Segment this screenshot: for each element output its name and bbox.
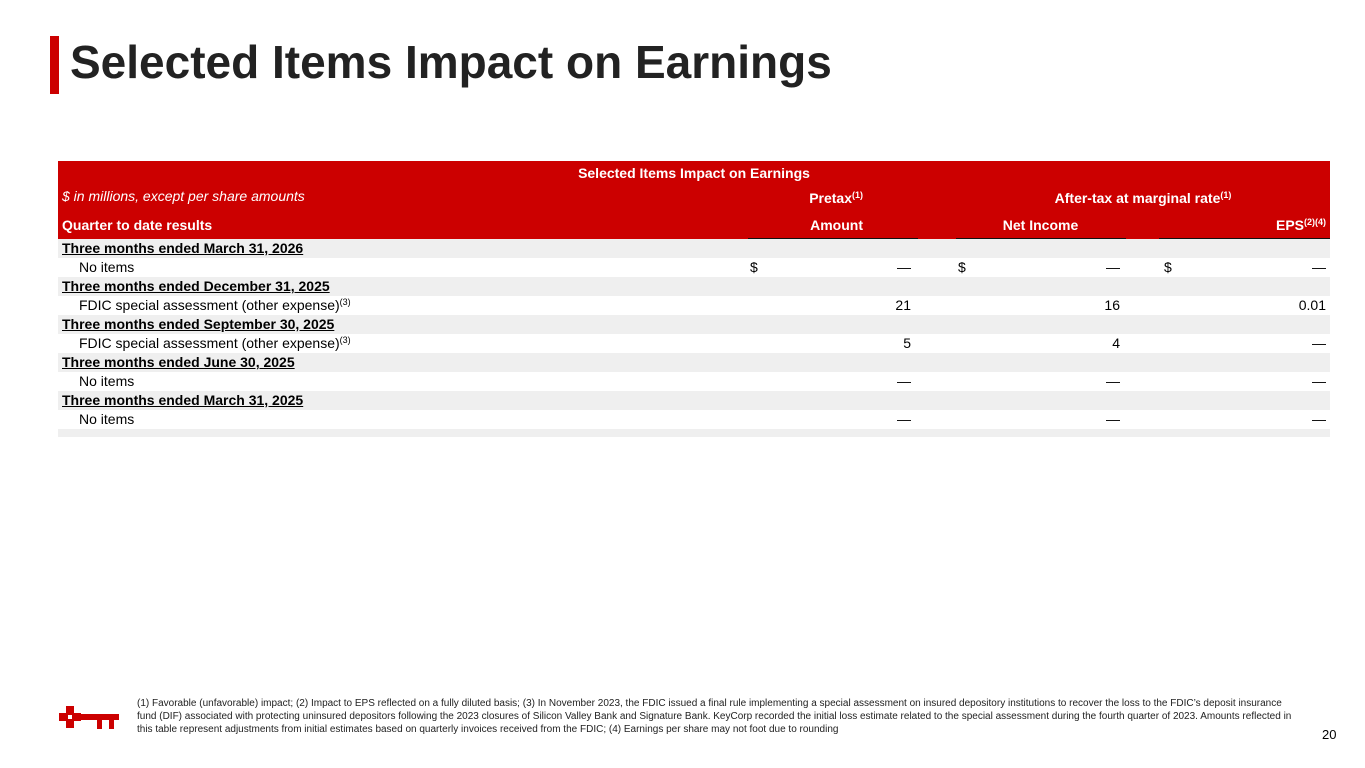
- net-income-cell: 16: [1104, 297, 1120, 313]
- row-label: No items: [79, 373, 135, 389]
- page-number: 20: [1322, 727, 1337, 742]
- table-header: [58, 161, 1330, 239]
- table-row: [58, 296, 1330, 315]
- table-row: [58, 258, 1330, 277]
- row-label: FDIC special assessment (other expense)$^{(3)}$: [79, 335, 351, 351]
- col-aftertax: After-tax at marginal rate$^{(1)}$: [1054, 190, 1232, 206]
- col-eps: $EPS^{(2)(4)}$: [1275, 217, 1326, 233]
- title-accent-bar: [50, 36, 59, 94]
- row-header: Quarter to date results: [62, 217, 213, 233]
- row-label: No items: [79, 259, 135, 275]
- eps-cell: 0.01: [1298, 297, 1326, 313]
- table-row: [58, 334, 1330, 353]
- amount-cell: —: [897, 259, 911, 275]
- currency-symbol: $: [750, 259, 758, 275]
- eps-cell: —: [1312, 259, 1326, 275]
- net-income-cell: 4: [1112, 335, 1120, 351]
- eps-cell: —: [1312, 335, 1326, 351]
- section-row: Three months ended March 31, 2025: [58, 391, 1330, 410]
- row-label: No items: [79, 411, 135, 427]
- units-note: $ in millions, except per share amounts: [62, 188, 305, 204]
- row-label: FDIC special assessment (other expense)$^{(3)}$: [79, 297, 351, 313]
- col-pretax: Pretax$^{(1)}$: [809, 190, 863, 206]
- section-row: Three months ended December 31, 2025: [58, 277, 1330, 296]
- amount-cell: 21: [895, 297, 911, 313]
- eps-cell: —: [1312, 373, 1326, 389]
- amount-cell: 5: [903, 335, 911, 351]
- net-income-cell: —: [1106, 259, 1120, 275]
- amount-cell: —: [897, 373, 911, 389]
- table-row: [58, 372, 1330, 391]
- net-income-cell: —: [1106, 411, 1120, 427]
- net-income-cell: —: [1106, 373, 1120, 389]
- footnote: (1) Favorable (unfavorable) impact; (2) Impact to EPS reflected on a fully diluted basis; (3) In November 2023, the FDIC issued a final rule implementing a special assessment on insured depository institutions to recover the loss to the FDIC’s deposit insurance fund (DIF) associated with protecting uninsured depositors following the 2023 closures of Silicon Valley Bank and Signature Bank. KeyCorp recorded the initial loss estimate related to the special assessment during the fourth quarter of 2023. Amounts reflected in this table represent adjustments from initial estimates based on quarterly invoices received from the FDIC; (4) Earnings per share may not foot due to rounding: [137, 698, 1292, 735]
- amount-cell: —: [897, 411, 911, 427]
- table-bottom-band: [58, 429, 1330, 437]
- col-amount: Amount: [810, 217, 863, 233]
- earnings-table: [58, 161, 1330, 437]
- section-row: Three months ended March 31, 2026: [58, 239, 1330, 258]
- section-row: Three months ended June 30, 2025: [58, 353, 1330, 372]
- table-caption: Selected Items Impact on Earnings: [578, 165, 810, 181]
- eps-cell: —: [1312, 411, 1326, 427]
- table-row: [58, 410, 1330, 429]
- key-logo-icon: [57, 704, 123, 734]
- currency-symbol: $: [1164, 259, 1172, 275]
- col-net-income: Net Income: [1002, 217, 1079, 233]
- page-title: Selected Items Impact on Earnings: [70, 36, 832, 88]
- section-row: Three months ended September 30, 2025: [58, 315, 1330, 334]
- currency-symbol: $: [958, 259, 966, 275]
